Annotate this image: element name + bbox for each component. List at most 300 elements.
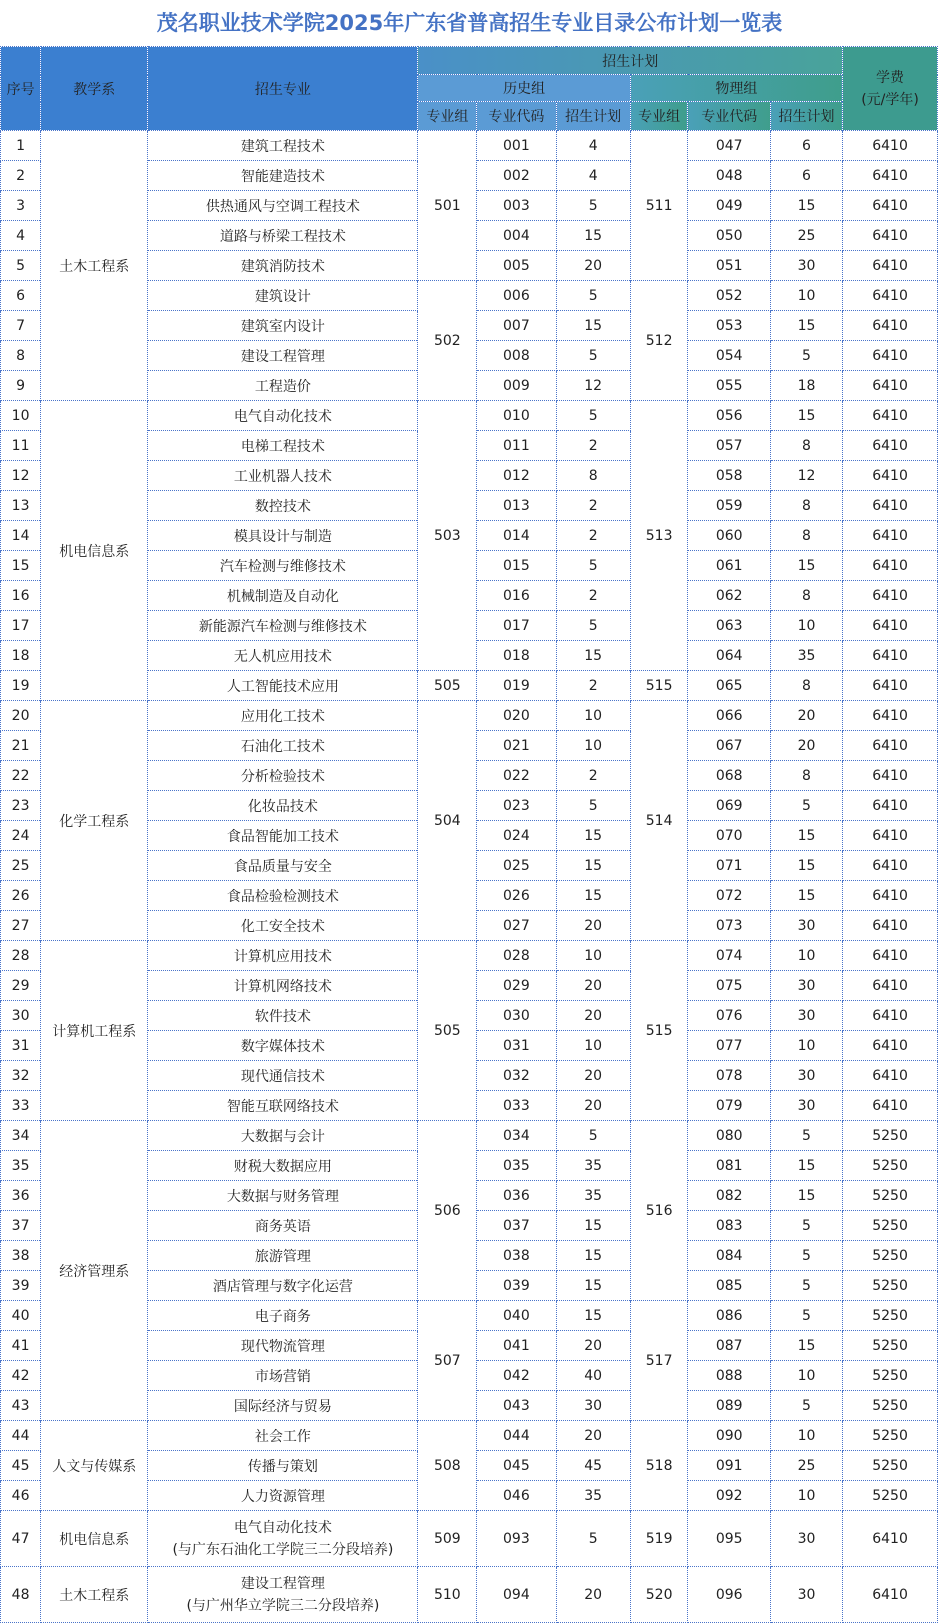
physics-plan-cell: 25	[770, 1451, 842, 1481]
header-history-group: 专业组	[418, 102, 477, 131]
header-fee-label: 学费	[876, 69, 905, 86]
history-plan-cell: 2	[556, 521, 630, 551]
major-name: 建设工程管理	[240, 1575, 325, 1592]
fee-cell: 6410	[843, 251, 938, 281]
row-seq: 32	[1, 1061, 41, 1091]
major-cell: 食品检验检测技术	[148, 881, 418, 911]
history-plan-cell: 5	[556, 791, 630, 821]
fee-cell: 6410	[843, 401, 938, 431]
history-plan-cell: 2	[556, 671, 630, 701]
physics-code-cell: 069	[688, 791, 770, 821]
major-cell: 供热通风与空调工程技术	[148, 191, 418, 221]
major-cell: 大数据与会计	[148, 1121, 418, 1151]
physics-plan-cell: 15	[770, 401, 842, 431]
major-cell: 旅游管理	[148, 1241, 418, 1271]
fee-cell: 6410	[843, 281, 938, 311]
physics-code-cell: 059	[688, 491, 770, 521]
fee-cell: 6410	[843, 431, 938, 461]
history-code-cell: 039	[477, 1271, 556, 1301]
major-cell: 软件技术	[148, 1001, 418, 1031]
major-cell: 机械制造及自动化	[148, 581, 418, 611]
physics-plan-cell: 30	[770, 1061, 842, 1091]
physics-plan-cell: 30	[770, 1511, 842, 1567]
physics-plan-cell: 5	[770, 791, 842, 821]
major-cell: 模具设计与制造	[148, 521, 418, 551]
fee-cell: 5250	[843, 1211, 938, 1241]
physics-plan-cell: 20	[770, 731, 842, 761]
fee-cell: 6410	[843, 761, 938, 791]
table-row	[1, 401, 938, 431]
row-seq: 26	[1, 881, 41, 911]
physics-plan-cell: 15	[770, 881, 842, 911]
history-plan-cell: 5	[556, 191, 630, 221]
physics-code-cell: 083	[688, 1211, 770, 1241]
major-cell	[148, 1567, 418, 1623]
history-code-cell: 012	[477, 461, 556, 491]
physics-plan-cell: 15	[770, 821, 842, 851]
history-code-cell: 041	[477, 1331, 556, 1361]
header-history-code: 专业代码	[477, 102, 556, 131]
history-code-cell: 007	[477, 311, 556, 341]
dept-cell: 化学工程系	[41, 701, 148, 941]
fee-cell: 6410	[843, 341, 938, 371]
major-cell: 石油化工技术	[148, 731, 418, 761]
history-plan-cell: 5	[556, 281, 630, 311]
physics-code-cell: 080	[688, 1121, 770, 1151]
fee-cell: 6410	[843, 701, 938, 731]
row-seq: 3	[1, 191, 41, 221]
major-cell: 食品智能加工技术	[148, 821, 418, 851]
major-cell: 人工智能技术应用	[148, 671, 418, 701]
table-row	[1, 1421, 938, 1451]
physics-group-cell: 515	[630, 941, 688, 1121]
major-cell: 新能源汽车检测与维修技术	[148, 611, 418, 641]
history-plan-cell: 8	[556, 461, 630, 491]
major-note: (与广州华立学院三二分段培养)	[186, 1597, 380, 1614]
physics-code-cell: 077	[688, 1031, 770, 1061]
physics-code-cell: 073	[688, 911, 770, 941]
physics-code-cell: 064	[688, 641, 770, 671]
history-code-cell: 006	[477, 281, 556, 311]
major-cell: 财税大数据应用	[148, 1151, 418, 1181]
history-plan-cell: 15	[556, 821, 630, 851]
physics-plan-cell: 5	[770, 1241, 842, 1271]
fee-cell: 6410	[843, 491, 938, 521]
physics-code-cell: 047	[688, 131, 770, 161]
physics-code-cell: 081	[688, 1151, 770, 1181]
physics-plan-cell: 10	[770, 1421, 842, 1451]
history-code-cell: 022	[477, 761, 556, 791]
major-cell: 酒店管理与数字化运营	[148, 1271, 418, 1301]
major-cell: 智能建造技术	[148, 161, 418, 191]
history-group-cell: 508	[418, 1421, 477, 1511]
physics-group-cell: 513	[630, 401, 688, 671]
physics-code-cell: 057	[688, 431, 770, 461]
dept-cell: 经济管理系	[41, 1121, 148, 1421]
major-cell: 商务英语	[148, 1211, 418, 1241]
fee-cell: 5250	[843, 1451, 938, 1481]
fee-cell: 5250	[843, 1361, 938, 1391]
fee-cell: 6410	[843, 1031, 938, 1061]
table-row	[1, 1121, 938, 1151]
history-plan-cell: 15	[556, 1271, 630, 1301]
history-code-cell: 026	[477, 881, 556, 911]
table-row	[1, 701, 938, 731]
row-seq: 30	[1, 1001, 41, 1031]
row-seq: 35	[1, 1151, 41, 1181]
history-plan-cell: 20	[556, 1331, 630, 1361]
fee-cell: 6410	[843, 791, 938, 821]
row-seq: 17	[1, 611, 41, 641]
history-plan-cell: 2	[556, 581, 630, 611]
physics-code-cell: 079	[688, 1091, 770, 1121]
history-plan-cell: 2	[556, 761, 630, 791]
physics-code-cell: 074	[688, 941, 770, 971]
history-code-cell: 030	[477, 1001, 556, 1031]
history-plan-cell: 2	[556, 491, 630, 521]
history-plan-cell: 20	[556, 1421, 630, 1451]
history-plan-cell: 10	[556, 701, 630, 731]
physics-plan-cell: 8	[770, 431, 842, 461]
fee-cell: 6410	[843, 1061, 938, 1091]
physics-code-cell: 056	[688, 401, 770, 431]
major-cell: 数字媒体技术	[148, 1031, 418, 1061]
row-seq: 47	[1, 1511, 41, 1567]
fee-cell: 6410	[843, 191, 938, 221]
fee-cell: 5250	[843, 1391, 938, 1421]
major-cell	[148, 1511, 418, 1567]
history-code-cell: 018	[477, 641, 556, 671]
history-plan-cell: 12	[556, 371, 630, 401]
physics-plan-cell: 30	[770, 1091, 842, 1121]
history-plan-cell: 20	[556, 971, 630, 1001]
physics-group-cell: 511	[630, 131, 688, 281]
row-seq: 14	[1, 521, 41, 551]
fee-cell: 6410	[843, 971, 938, 1001]
major-cell: 计算机应用技术	[148, 941, 418, 971]
row-seq: 6	[1, 281, 41, 311]
fee-cell: 5250	[843, 1241, 938, 1271]
major-cell: 化工安全技术	[148, 911, 418, 941]
history-plan-cell: 4	[556, 161, 630, 191]
major-cell: 分析检验技术	[148, 761, 418, 791]
physics-code-cell: 065	[688, 671, 770, 701]
fee-cell: 6410	[843, 521, 938, 551]
table-body	[1, 131, 938, 1623]
major-cell: 化妆品技术	[148, 791, 418, 821]
dept-cell: 土木工程系	[41, 1567, 148, 1623]
history-group-cell: 501	[418, 131, 477, 281]
row-seq: 38	[1, 1241, 41, 1271]
row-seq: 8	[1, 341, 41, 371]
physics-plan-cell: 10	[770, 611, 842, 641]
history-plan-cell: 5	[556, 1121, 630, 1151]
physics-code-cell: 071	[688, 851, 770, 881]
row-seq: 20	[1, 701, 41, 731]
history-code-cell: 025	[477, 851, 556, 881]
physics-plan-cell: 10	[770, 1481, 842, 1511]
physics-code-cell: 088	[688, 1361, 770, 1391]
physics-plan-cell: 30	[770, 911, 842, 941]
physics-plan-cell: 5	[770, 1271, 842, 1301]
physics-plan-cell: 10	[770, 1361, 842, 1391]
table-row	[1, 1567, 938, 1623]
fee-cell: 5250	[843, 1151, 938, 1181]
physics-group-cell: 517	[630, 1301, 688, 1421]
header-physics-code: 专业代码	[688, 102, 770, 131]
dept-cell: 计算机工程系	[41, 941, 148, 1121]
physics-code-cell: 063	[688, 611, 770, 641]
major-cell: 建设工程管理	[148, 341, 418, 371]
fee-cell: 6410	[843, 131, 938, 161]
major-cell: 电梯工程技术	[148, 431, 418, 461]
history-plan-cell: 4	[556, 131, 630, 161]
history-group-cell: 506	[418, 1121, 477, 1301]
enrollment-plan-table	[0, 46, 938, 1623]
history-plan-cell: 5	[556, 611, 630, 641]
history-group-cell: 505	[418, 671, 477, 701]
history-plan-cell: 20	[556, 1061, 630, 1091]
major-cell: 智能互联网络技术	[148, 1091, 418, 1121]
history-plan-cell: 15	[556, 1241, 630, 1271]
physics-code-cell: 096	[688, 1567, 770, 1623]
physics-group-cell: 515	[630, 671, 688, 701]
fee-cell: 5250	[843, 1421, 938, 1451]
history-code-cell: 017	[477, 611, 556, 641]
physics-plan-cell: 10	[770, 281, 842, 311]
table-row	[1, 131, 938, 161]
physics-plan-cell: 8	[770, 671, 842, 701]
major-cell: 应用化工技术	[148, 701, 418, 731]
physics-plan-cell: 8	[770, 521, 842, 551]
row-seq: 1	[1, 131, 41, 161]
row-seq: 48	[1, 1567, 41, 1623]
physics-code-cell: 048	[688, 161, 770, 191]
physics-code-cell: 052	[688, 281, 770, 311]
history-plan-cell: 35	[556, 1181, 630, 1211]
fee-cell: 6410	[843, 821, 938, 851]
history-code-cell: 044	[477, 1421, 556, 1451]
major-cell: 建筑工程技术	[148, 131, 418, 161]
row-seq: 13	[1, 491, 41, 521]
row-seq: 22	[1, 761, 41, 791]
fee-cell: 6410	[843, 911, 938, 941]
history-code-cell: 033	[477, 1091, 556, 1121]
fee-cell: 5250	[843, 1331, 938, 1361]
history-group-cell: 504	[418, 701, 477, 941]
fee-cell: 6410	[843, 881, 938, 911]
row-seq: 39	[1, 1271, 41, 1301]
history-code-cell: 035	[477, 1151, 556, 1181]
major-cell: 市场营销	[148, 1361, 418, 1391]
history-code-cell: 015	[477, 551, 556, 581]
history-plan-cell: 15	[556, 1301, 630, 1331]
fee-cell: 5250	[843, 1181, 938, 1211]
history-code-cell: 005	[477, 251, 556, 281]
physics-plan-cell: 35	[770, 641, 842, 671]
fee-cell: 6410	[843, 731, 938, 761]
physics-group-cell: 512	[630, 281, 688, 401]
physics-code-cell: 078	[688, 1061, 770, 1091]
fee-cell: 5250	[843, 1121, 938, 1151]
history-group-cell: 503	[418, 401, 477, 671]
physics-code-cell: 086	[688, 1301, 770, 1331]
row-seq: 12	[1, 461, 41, 491]
history-group-cell: 510	[418, 1567, 477, 1623]
history-code-cell: 093	[477, 1511, 556, 1567]
history-plan-cell: 15	[556, 1211, 630, 1241]
physics-plan-cell: 15	[770, 191, 842, 221]
physics-code-cell: 066	[688, 701, 770, 731]
fee-cell: 6410	[843, 1567, 938, 1623]
major-cell: 电子商务	[148, 1301, 418, 1331]
history-plan-cell: 10	[556, 731, 630, 761]
fee-cell: 6410	[843, 611, 938, 641]
row-seq: 5	[1, 251, 41, 281]
row-seq: 27	[1, 911, 41, 941]
physics-code-cell: 087	[688, 1331, 770, 1361]
physics-code-cell: 055	[688, 371, 770, 401]
major-cell: 现代物流管理	[148, 1331, 418, 1361]
physics-plan-cell: 30	[770, 1001, 842, 1031]
major-cell: 工业机器人技术	[148, 461, 418, 491]
physics-code-cell: 095	[688, 1511, 770, 1567]
history-code-cell: 010	[477, 401, 556, 431]
history-code-cell: 040	[477, 1301, 556, 1331]
physics-code-cell: 061	[688, 551, 770, 581]
header-plan: 招生计划	[418, 47, 843, 75]
row-seq: 23	[1, 791, 41, 821]
history-plan-cell: 15	[556, 641, 630, 671]
history-code-cell: 037	[477, 1211, 556, 1241]
history-code-cell: 036	[477, 1181, 556, 1211]
history-group-cell: 502	[418, 281, 477, 401]
row-seq: 2	[1, 161, 41, 191]
physics-code-cell: 054	[688, 341, 770, 371]
history-plan-cell: 35	[556, 1151, 630, 1181]
physics-code-cell: 060	[688, 521, 770, 551]
header-physics-group: 专业组	[630, 102, 688, 131]
physics-plan-cell: 20	[770, 701, 842, 731]
major-cell: 道路与桥梁工程技术	[148, 221, 418, 251]
row-seq: 18	[1, 641, 41, 671]
history-code-cell: 045	[477, 1451, 556, 1481]
physics-plan-cell: 18	[770, 371, 842, 401]
history-code-cell: 014	[477, 521, 556, 551]
row-seq: 46	[1, 1481, 41, 1511]
fee-cell: 6410	[843, 1091, 938, 1121]
physics-code-cell: 084	[688, 1241, 770, 1271]
dept-cell: 机电信息系	[41, 401, 148, 701]
physics-code-cell: 058	[688, 461, 770, 491]
history-plan-cell: 5	[556, 401, 630, 431]
history-plan-cell: 15	[556, 221, 630, 251]
major-cell: 现代通信技术	[148, 1061, 418, 1091]
physics-plan-cell: 15	[770, 851, 842, 881]
fee-cell: 5250	[843, 1271, 938, 1301]
physics-plan-cell: 15	[770, 311, 842, 341]
history-code-cell: 038	[477, 1241, 556, 1271]
history-code-cell: 019	[477, 671, 556, 701]
table-row	[1, 1511, 938, 1567]
major-cell: 电气自动化技术	[148, 401, 418, 431]
major-cell: 汽车检测与维修技术	[148, 551, 418, 581]
history-code-cell: 021	[477, 731, 556, 761]
history-code-cell: 042	[477, 1361, 556, 1391]
physics-code-cell: 075	[688, 971, 770, 1001]
history-plan-cell: 10	[556, 941, 630, 971]
history-plan-cell: 10	[556, 1031, 630, 1061]
row-seq: 28	[1, 941, 41, 971]
fee-cell: 6410	[843, 671, 938, 701]
history-code-cell: 016	[477, 581, 556, 611]
row-seq: 16	[1, 581, 41, 611]
row-seq: 36	[1, 1181, 41, 1211]
dept-cell: 机电信息系	[41, 1511, 148, 1567]
physics-plan-cell: 6	[770, 131, 842, 161]
header-physics-count: 招生计划	[770, 102, 842, 131]
history-plan-cell: 5	[556, 341, 630, 371]
physics-plan-cell: 8	[770, 761, 842, 791]
header-fee	[843, 47, 938, 131]
physics-code-cell: 070	[688, 821, 770, 851]
physics-code-cell: 076	[688, 1001, 770, 1031]
major-cell: 数控技术	[148, 491, 418, 521]
row-seq: 44	[1, 1421, 41, 1451]
physics-plan-cell: 30	[770, 971, 842, 1001]
physics-code-cell: 053	[688, 311, 770, 341]
physics-plan-cell: 15	[770, 551, 842, 581]
history-code-cell: 046	[477, 1481, 556, 1511]
fee-cell: 6410	[843, 551, 938, 581]
history-code-cell: 027	[477, 911, 556, 941]
history-plan-cell: 2	[556, 431, 630, 461]
header-seq: 序号	[1, 47, 41, 131]
major-cell: 国际经济与贸易	[148, 1391, 418, 1421]
header-fee-unit: (元/学年)	[861, 91, 919, 108]
fee-cell: 6410	[843, 161, 938, 191]
history-plan-cell: 45	[556, 1451, 630, 1481]
physics-plan-cell: 5	[770, 1391, 842, 1421]
physics-code-cell: 091	[688, 1451, 770, 1481]
fee-cell: 6410	[843, 221, 938, 251]
table-row	[1, 941, 938, 971]
history-code-cell: 029	[477, 971, 556, 1001]
row-seq: 25	[1, 851, 41, 881]
row-seq: 29	[1, 971, 41, 1001]
major-cell: 大数据与财务管理	[148, 1181, 418, 1211]
physics-code-cell: 051	[688, 251, 770, 281]
row-seq: 15	[1, 551, 41, 581]
physics-code-cell: 089	[688, 1391, 770, 1421]
row-seq: 43	[1, 1391, 41, 1421]
physics-group-cell: 518	[630, 1421, 688, 1511]
history-code-cell: 043	[477, 1391, 556, 1421]
history-plan-cell: 30	[556, 1391, 630, 1421]
major-cell: 人力资源管理	[148, 1481, 418, 1511]
row-seq: 21	[1, 731, 41, 761]
physics-code-cell: 082	[688, 1181, 770, 1211]
physics-group-cell: 514	[630, 701, 688, 941]
history-code-cell: 003	[477, 191, 556, 221]
major-cell: 食品质量与安全	[148, 851, 418, 881]
physics-code-cell: 068	[688, 761, 770, 791]
major-name: 电气自动化技术	[233, 1519, 332, 1536]
history-group-cell: 509	[418, 1511, 477, 1567]
history-code-cell: 009	[477, 371, 556, 401]
history-plan-cell: 40	[556, 1361, 630, 1391]
row-seq: 11	[1, 431, 41, 461]
